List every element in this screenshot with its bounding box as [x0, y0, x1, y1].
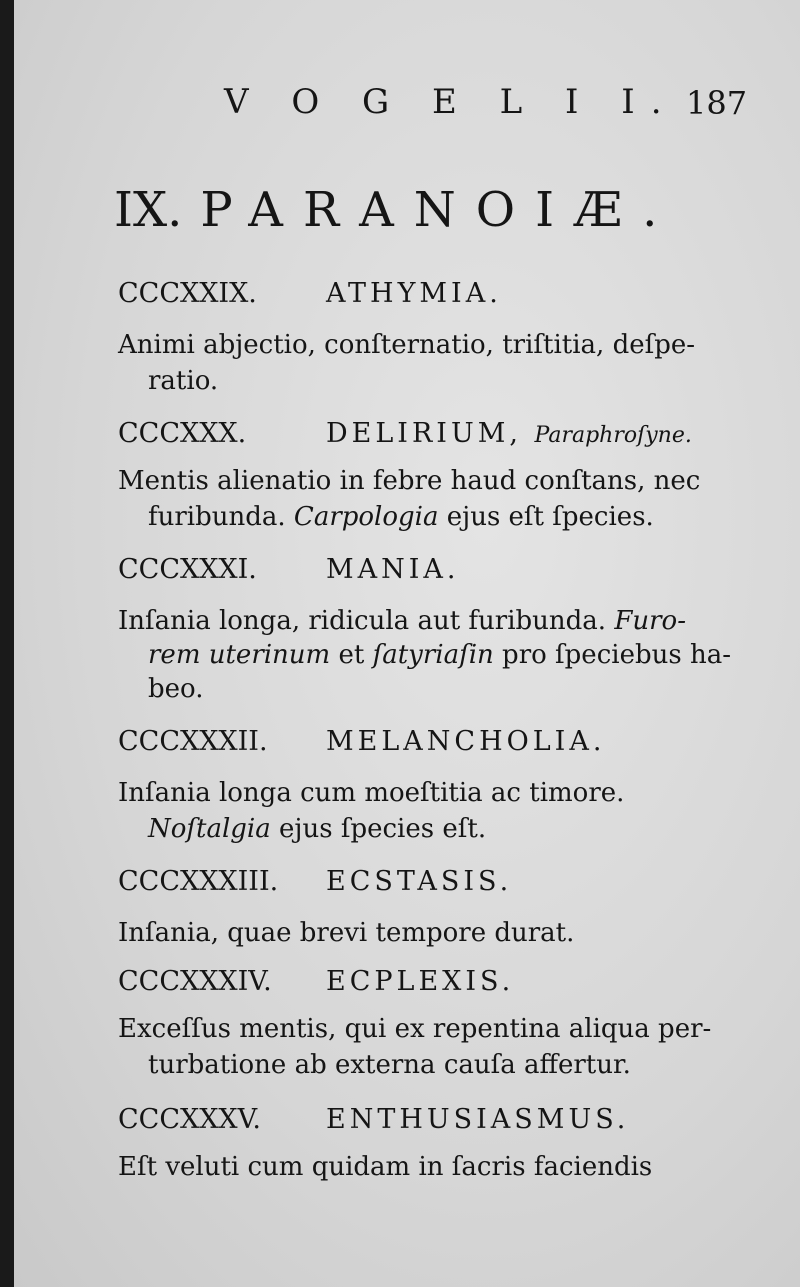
entry-number: CCCXXIX. [118, 278, 257, 309]
entry-heading [118, 554, 460, 585]
entry-heading [118, 278, 502, 309]
entry-number: CCCXXXV. [118, 1104, 262, 1135]
entry-text: ejus ſpecies eſt. [270, 814, 487, 844]
entry-text-line: Animi abjectio, conſternatio, triſtitia, deſpe- [118, 330, 696, 360]
entry-text-line [148, 814, 486, 844]
entry-term: MELANCHOLIA. [326, 726, 606, 757]
species-name: rem uterinum [148, 640, 331, 670]
entry-text: furibunda. [148, 502, 286, 532]
entry-heading [118, 418, 692, 449]
running-head-title: V O G E L I I. [224, 82, 678, 122]
species-name: ſatyriaſin [372, 640, 494, 670]
entry-term: ATHYMIA. [326, 278, 502, 309]
entry-text-line: ratio. [148, 366, 219, 396]
species-name: Carpologia [293, 502, 439, 532]
entry-term: ECPLEXIS. [326, 966, 515, 997]
entry-text-line: Inſania, quae brevi tempore durat. [118, 918, 575, 948]
entry-heading [118, 1104, 630, 1135]
entry-text-line: Eſt veluti cum quidam in ſacris faciendis [118, 1152, 653, 1182]
entry-text-line: Mentis alienatio in febre haud conſtans, nec [118, 466, 701, 496]
entry-text-line [148, 502, 654, 532]
running-head [224, 82, 764, 122]
entry-text-line: Inſania longa cum moeſtitia ac timore. [118, 778, 625, 808]
entry-number: CCCXXX. [118, 418, 247, 449]
page-number: 187 [686, 84, 748, 122]
chapter-title [114, 182, 677, 238]
entry-text-line [118, 606, 686, 636]
entry-number: CCCXXXI. [118, 554, 257, 585]
entry-text: et [330, 640, 373, 670]
entry-heading [118, 866, 513, 897]
entry-text: pro ſpeciebus ha- [493, 640, 731, 670]
entry-term-group [326, 418, 692, 449]
chapter-number: IX. [114, 182, 183, 238]
entry-term: DELIRIUM, [326, 418, 522, 449]
entry-heading [118, 726, 606, 757]
entry-number: CCCXXXII. [118, 726, 268, 757]
entry-term: MANIA. [326, 554, 460, 585]
entry-text-line: Exceſſus mentis, qui ex repentina aliqua per- [118, 1014, 712, 1044]
entry-term: ENTHUSIASMUS. [326, 1104, 630, 1135]
entry-term: ECSTASIS. [326, 866, 513, 897]
entry-text: Inſania longa, ridicula aut furibunda. [118, 606, 615, 636]
chapter-name: PARANOIÆ. [200, 182, 678, 238]
entry-heading [118, 966, 515, 997]
entry-number: CCCXXXIV. [118, 966, 272, 997]
entry-text-line: beo. [148, 674, 204, 704]
book-page [14, 0, 800, 1287]
species-name: Furo- [614, 606, 686, 636]
entry-text-line: turbatione ab externa cauſa affertur. [148, 1050, 631, 1080]
entry-synonym: Paraphroſyne. [534, 423, 692, 448]
species-name: Noſtalgia [148, 814, 271, 844]
entry-text: ejus eſt ſpecies. [438, 502, 654, 532]
entry-text-line [148, 640, 731, 670]
entry-number: CCCXXXIII. [118, 866, 279, 897]
